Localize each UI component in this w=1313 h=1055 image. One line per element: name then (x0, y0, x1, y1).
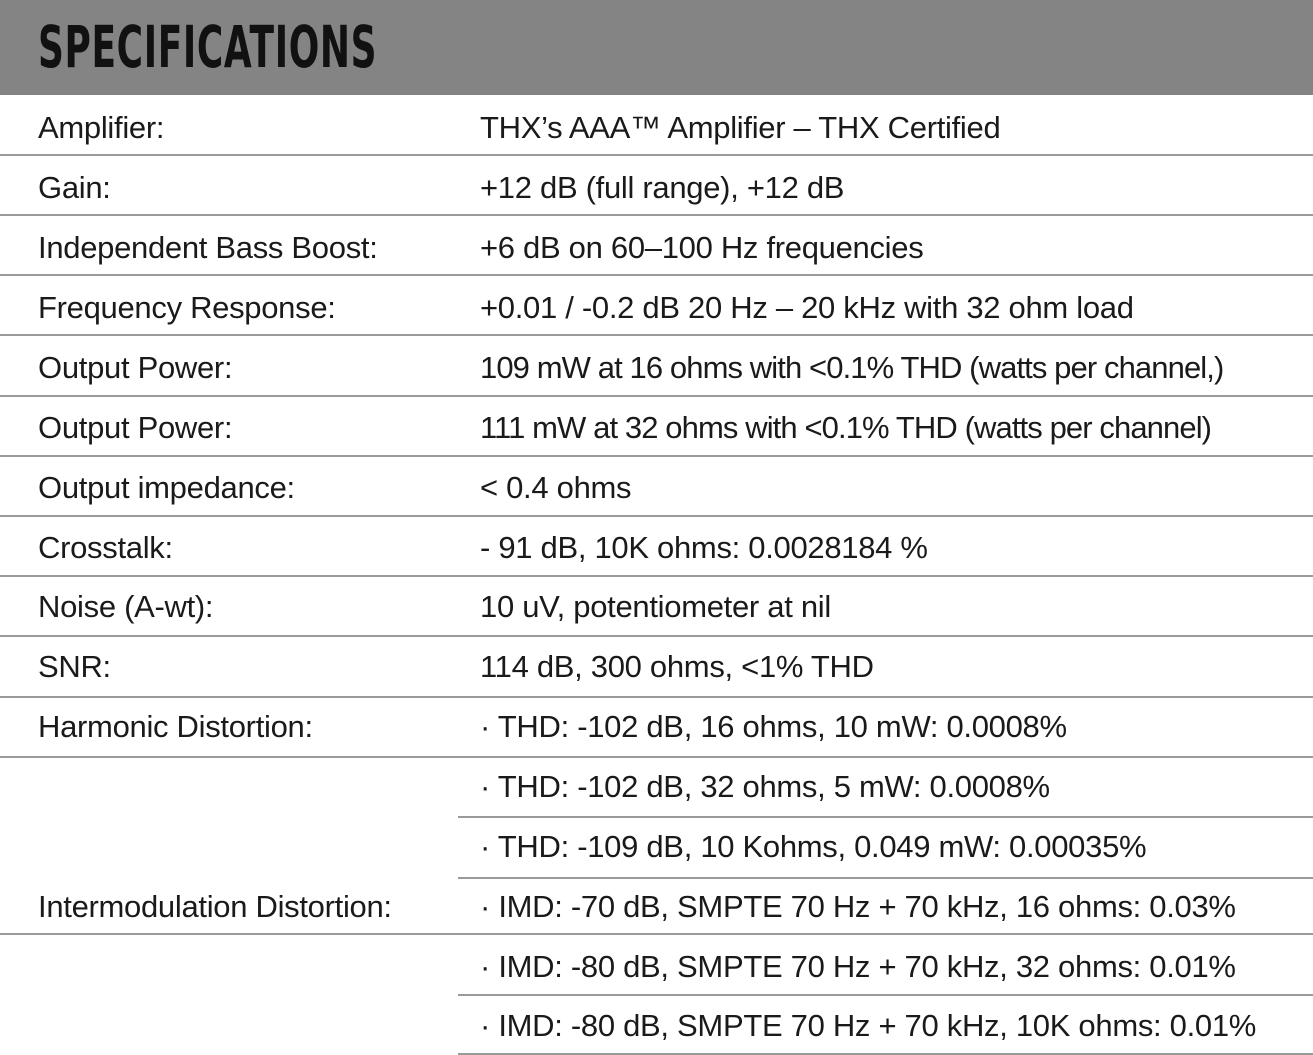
spec-value-imd-10k: · IMD: -80 dB, SMPTE 70 Hz + 70 kHz, 10K ohms: 0.01% (480, 1008, 1257, 1043)
spec-label-noise: Noise (A-wt): (38, 589, 214, 624)
page-title: SPECIFICATIONS (38, 13, 378, 81)
spec-label-output-power-32: Output Power: (38, 410, 233, 445)
spec-label-crosstalk: Crosstalk: (38, 530, 173, 565)
spec-label-intermodulation-distortion: Intermodulation Distortion: (38, 889, 392, 924)
spec-label-output-impedance: Output impedance: (38, 470, 295, 505)
spec-value-imd-32: · IMD: -80 dB, SMPTE 70 Hz + 70 kHz, 32 ohms: 0.01% (480, 949, 1236, 984)
spec-label-harmonic-distortion: Harmonic Distortion: (38, 709, 313, 744)
spec-label-output-power-16: Output Power: (38, 350, 233, 385)
row-divider (0, 334, 1313, 336)
spec-value-output-power-32: 111 mW at 32 ohms with <0.1% THD (watts per channel) (480, 410, 1212, 445)
spec-value-frequency-response: +0.01 / -0.2 dB 20 Hz – 20 kHz with 32 ohm load (480, 290, 1134, 325)
row-divider (0, 455, 1313, 457)
row-divider (0, 395, 1313, 397)
spec-value-output-impedance: < 0.4 ohms (480, 470, 632, 505)
spec-value-thd-16: · THD: -102 dB, 16 ohms, 10 mW: 0.0008% (480, 709, 1067, 744)
spec-value-thd-32: · THD: -102 dB, 32 ohms, 5 mW: 0.0008% (480, 769, 1050, 804)
specifications-header (0, 0, 1313, 95)
spec-value-crosstalk: - 91 dB, 10K ohms: 0.0028184 % (480, 530, 928, 565)
spec-label-gain: Gain: (38, 170, 111, 205)
spec-value-gain: +12 dB (full range), +12 dB (480, 170, 845, 205)
row-divider (0, 933, 1313, 935)
spec-label-amplifier: Amplifier: (38, 110, 165, 145)
row-divider (0, 515, 1313, 517)
spec-label-frequency-response: Frequency Response: (38, 290, 336, 325)
spec-value-amplifier: THX’s AAA™ Amplifier – THX Certified (480, 110, 1001, 145)
spec-value-noise: 10 uV, potentiometer at nil (480, 589, 831, 624)
row-divider (0, 154, 1313, 156)
spec-value-output-power-16: 109 mW at 16 ohms with <0.1% THD (watts per channel,) (480, 350, 1224, 385)
row-divider (0, 214, 1313, 216)
spec-value-bass-boost: +6 dB on 60–100 Hz frequencies (480, 230, 924, 265)
row-divider (0, 274, 1313, 276)
spec-value-snr: 114 dB, 300 ohms, <1% THD (480, 649, 874, 684)
spec-label-snr: SNR: (38, 649, 111, 684)
spec-label-bass-boost: Independent Bass Boost: (38, 230, 378, 265)
spec-value-thd-10k: · THD: -109 dB, 10 Kohms, 0.049 mW: 0.00035% (480, 829, 1147, 864)
spec-value-imd-16: · IMD: -70 dB, SMPTE 70 Hz + 70 kHz, 16 ohms: 0.03% (480, 889, 1236, 924)
